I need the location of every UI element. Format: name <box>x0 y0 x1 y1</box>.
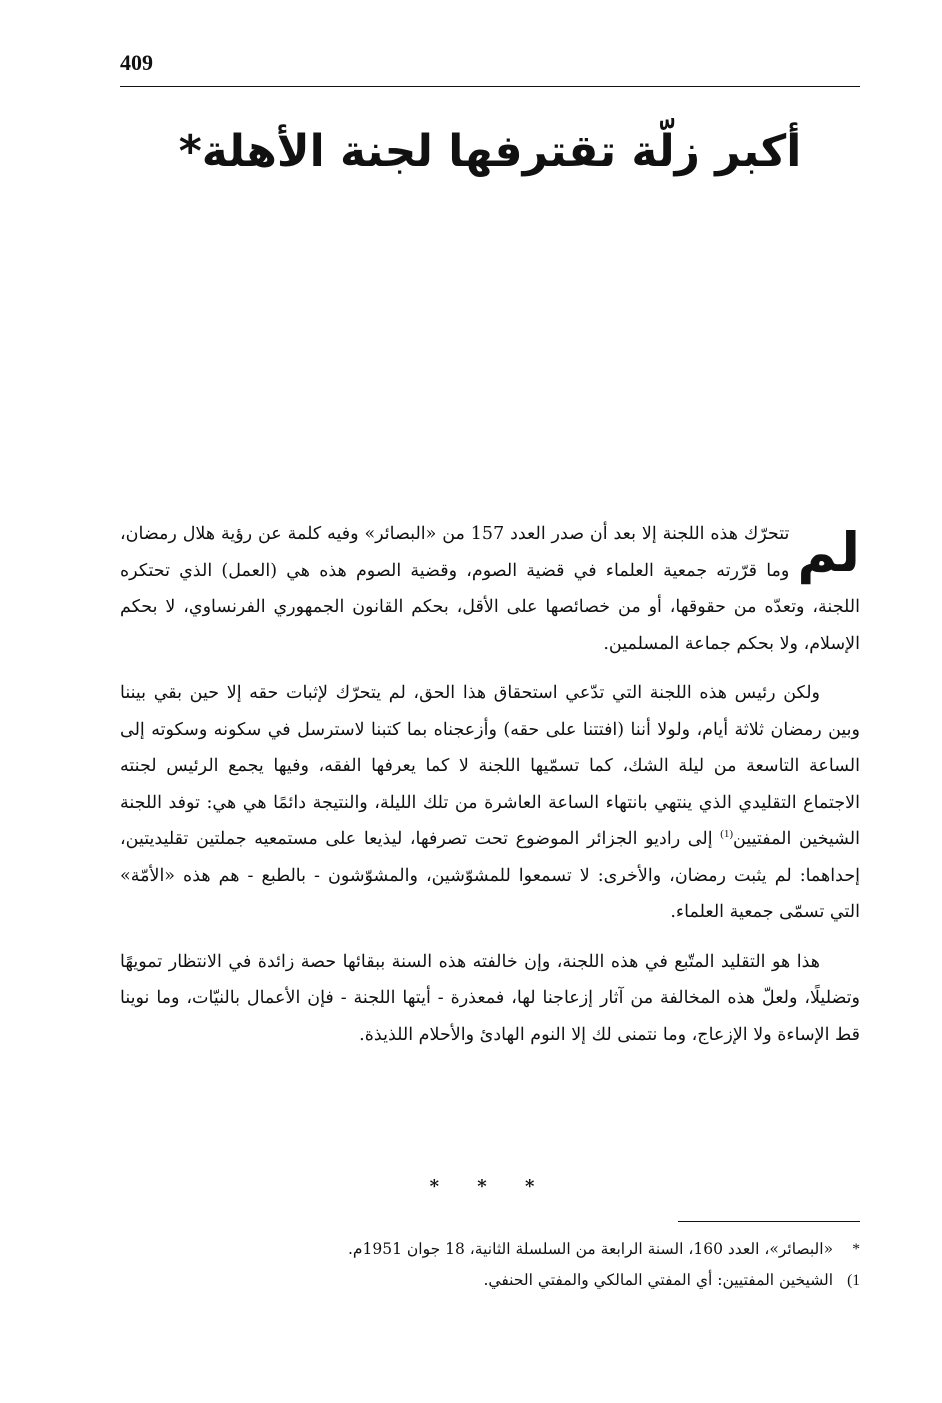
footnote-source <box>120 1234 860 1265</box>
footnotes <box>120 1234 860 1296</box>
paragraph-3-text: هذا هو التقليد المتّبع في هذه اللجنة، وإن خالفته هذه السنة ببقائها حصة زائدة في الانتظار تمويهًا وتضليلًا، ولعلّ هذه المخالفة من آثار إزعاجنا لها، فمعذرة - أيتها اللجنة - فإن الأعمال بالنيّات، وما نوينا قط الإساءة ولا الإزعاج، وما نتمنى لك إلا النوم الهادئ والأحلام اللذيذة. <box>120 951 860 1045</box>
paragraph-1-text: تتحرّك هذه اللجنة إلا بعد أن صدر العدد 157 من «البصائر» وفيه كلمة عن رؤية هلال رمضان، وما قرّرته جمعية العلماء في قضية الصوم، وقضية الصوم هذه هي (العمل) الذي تحتكره اللجنة، وتعدّه من حقوقها، أو من خصائصها على الأقل، بحكم القانون الجمهوري الفرنساوي، لا بحكم الإسلام، ولا بحكم جماعة المسلمين. <box>120 524 860 654</box>
paragraph-2 <box>120 675 860 931</box>
paragraph-2-text-before: ولكن رئيس هذه اللجنة التي تدّعي استحقاق هذا الحق، لم يتحرّك لإثبات حقه إلا حين بقي بيننا وبين رمضان ثلاثة أيام، ولولا أننا (افتتنا على حقه) وأزعجناه بما كتبنا لاسترسل في سكونه وسكوته إلى الساعة التاسعة من ليلة الشك، كما تسمّيها اللجنة لا كما يعرفها الفقه، وفيها يجمع الرئيس لجنته الاجتماع التقليدي الذي ينتهي بانتهاء الساعة العاشرة من تلك الليلة، والنتيجة دائمًا هي هي: توفد اللجنة الشيخين المفتيين <box>120 683 860 849</box>
section-separator: * * * <box>429 1176 551 1197</box>
footnote-text: «البصائر»، العدد 160، السنة الرابعة من السلسلة الثانية، 18 جوان 1951م. <box>348 1240 834 1258</box>
footnote-rule <box>678 1221 860 1222</box>
article-title: أكبر زلّة تقترفها لجنة الأهلة* <box>178 126 802 177</box>
footnote-mark: * <box>852 1241 860 1258</box>
footnote-text: الشيخين المفتيين: أي المفتي المالكي والمفتي الحنفي. <box>483 1271 834 1289</box>
paragraph-2-text-after: إلى راديو الجزائر الموضوع تحت تصرفها، ليذيعا على مستمعيه جملتين تقليديتين، إحداهما: لم يثبت رمضان، والأخرى: لا تسمعوا للمشوّشين، والمشوّشون - بالطبع - هم هذه «الأمّة» التي تسمّى جمعية العلماء. <box>120 829 860 922</box>
header-rule <box>120 86 860 87</box>
paragraph-3 <box>120 944 860 1054</box>
article-body <box>120 516 860 1066</box>
paragraph-1 <box>120 516 860 662</box>
footnote-1 <box>120 1265 860 1296</box>
footnote-mark: 1) <box>847 1272 860 1289</box>
footnote-reference: (1) <box>720 828 734 841</box>
drop-cap: لم <box>797 521 860 584</box>
page-number: 409 <box>120 50 153 75</box>
